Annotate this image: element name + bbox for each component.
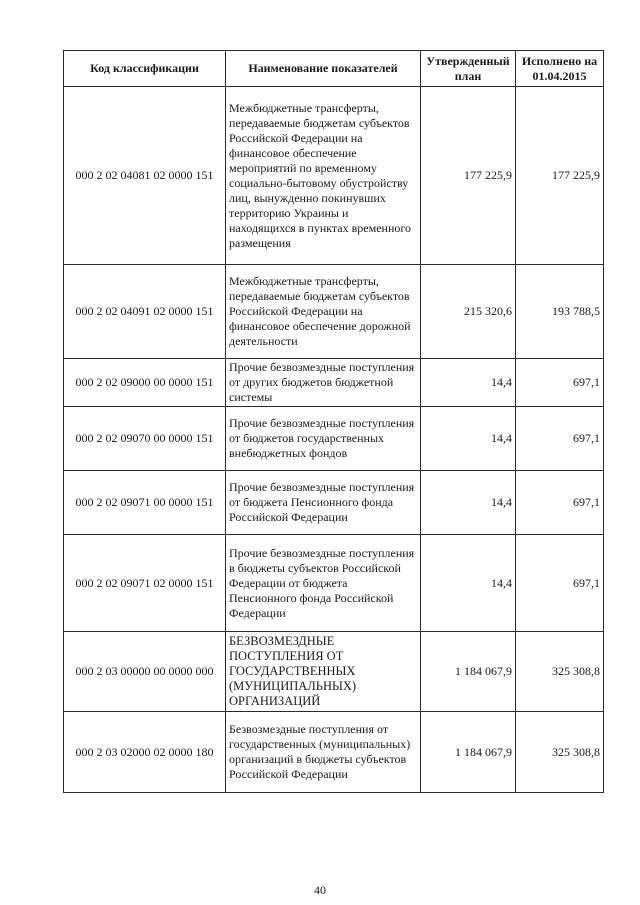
row-code: 000 2 02 09070 00 0000 151 (64, 407, 226, 471)
row-done: 697,1 (516, 359, 604, 407)
page-number: 40 (314, 883, 326, 897)
table-row (64, 407, 604, 471)
row-done: 193 788,5 (516, 265, 604, 359)
row-name: Прочие безвозмездные поступления от бюджета Пенсионного фонда Российской Федерации (226, 471, 421, 535)
table-row (64, 87, 604, 265)
row-plan: 14,4 (421, 535, 516, 632)
row-plan: 177 225,9 (421, 87, 516, 265)
row-code: 000 2 03 00000 00 0000 000 (64, 632, 226, 712)
row-plan: 1 184 067,9 (421, 632, 516, 712)
row-code: 000 2 03 02000 02 0000 180 (64, 712, 226, 793)
row-code: 000 2 02 04091 02 0000 151 (64, 265, 226, 359)
row-done: 697,1 (516, 407, 604, 471)
row-plan: 215 320,6 (421, 265, 516, 359)
row-done: 697,1 (516, 471, 604, 535)
header-name: Наименование показателей (226, 51, 421, 87)
row-name: Прочие безвозмездные поступления от других бюджетов бюджетной системы (226, 359, 421, 407)
row-name: Межбюджетные трансферты, передаваемые бюджетам субъектов Российской Федерации на финансовое обеспечение дорожной деятельности (226, 265, 421, 359)
row-plan: 1 184 067,9 (421, 712, 516, 793)
row-code: 000 2 02 09000 00 0000 151 (64, 359, 226, 407)
row-done: 325 308,8 (516, 632, 604, 712)
row-name: Безвозмездные поступления от государственных (муниципальных) организаций в бюджеты субъектов Российской Федерации (226, 712, 421, 793)
header-code: Код классификации (64, 51, 226, 87)
budget-table (63, 50, 604, 793)
row-name: Прочие безвозмездные поступления в бюджеты субъектов Российской Федерации от бюджета Пенсионного фонда Российской Федерации (226, 535, 421, 632)
row-plan: 14,4 (421, 471, 516, 535)
row-plan: 14,4 (421, 359, 516, 407)
row-done: 177 225,9 (516, 87, 604, 265)
row-name: Прочие безвозмездные поступления от бюджетов государственных внебюджетных фондов (226, 407, 421, 471)
row-code: 000 2 02 09071 02 0000 151 (64, 535, 226, 632)
table-row (64, 265, 604, 359)
table-row (64, 712, 604, 793)
row-code: 000 2 02 04081 02 0000 151 (64, 87, 226, 265)
table-row (64, 632, 604, 712)
table-row (64, 535, 604, 632)
header-done: Исполнено на 01.04.2015 (516, 51, 604, 87)
row-code: 000 2 02 09071 00 0000 151 (64, 471, 226, 535)
row-done: 325 308,8 (516, 712, 604, 793)
row-plan: 14,4 (421, 407, 516, 471)
row-name: Межбюджетные трансферты, передаваемые бюджетам субъектов Российской Федерации на финансовое обеспечение мероприятий по временному социально-бытовому обустройству лиц, вынужденно покинувших территорию Украины и находящихся в пунктах временного размещения (226, 87, 421, 265)
table-row (64, 359, 604, 407)
row-done: 697,1 (516, 535, 604, 632)
header-plan: Утвержденный план (421, 51, 516, 87)
table-header-row (64, 51, 604, 87)
row-name: БЕЗВОЗМЕЗДНЫЕ ПОСТУПЛЕНИЯ ОТ ГОСУДАРСТВЕННЫХ (МУНИЦИПАЛЬНЫХ) ОРГАНИЗАЦИЙ (226, 632, 421, 712)
table-row (64, 471, 604, 535)
